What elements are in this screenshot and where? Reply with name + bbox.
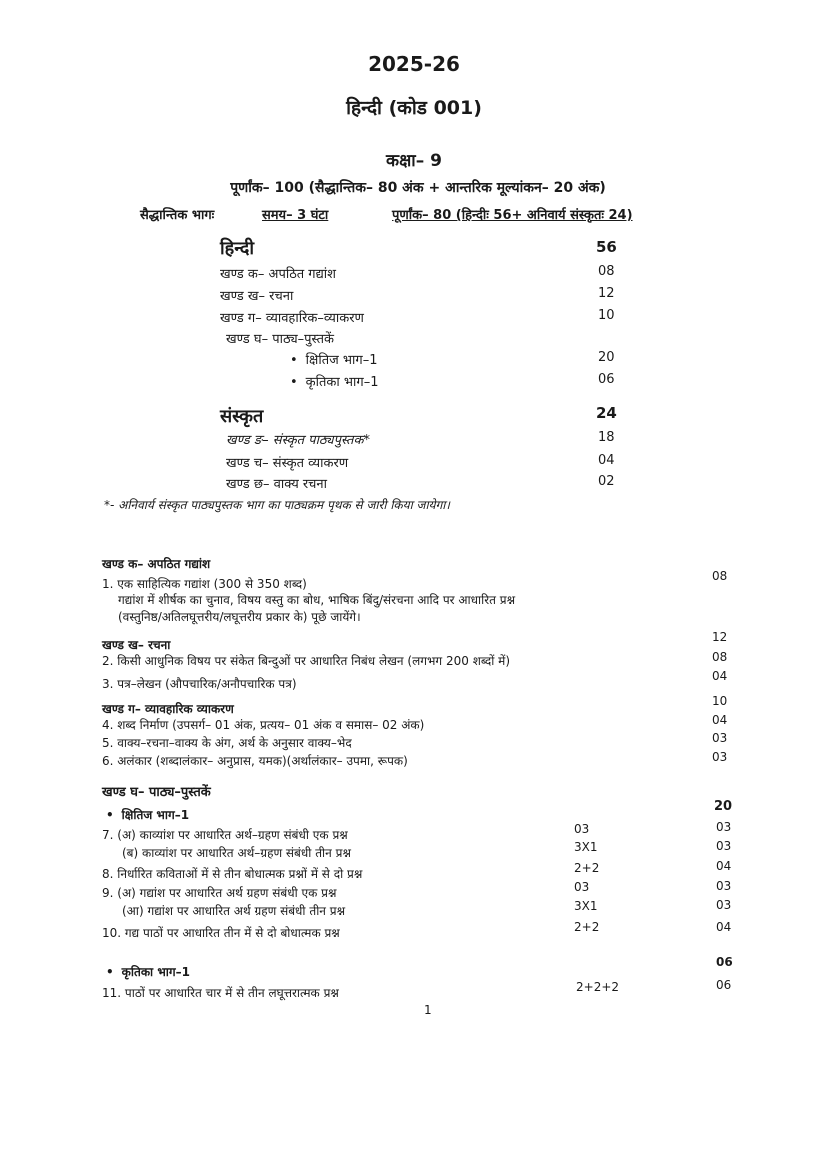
detail-item-marks: 03	[716, 820, 732, 834]
total-marks-line: पूर्णांक– 100 (सैद्धान्तिक– 80 अंक + आन्तरिक मूल्यांकन– 20 अंक)	[230, 180, 606, 196]
summary-row: खण्ड छ– वाक्य रचना	[226, 477, 328, 492]
section-a-title: खण्ड क– अपठित गद्यांश	[102, 557, 211, 571]
summary-row-marks: 18	[598, 430, 615, 445]
detail-item-marks: 03	[716, 898, 732, 912]
detail-item-marks: 03	[716, 839, 732, 853]
detail-item-desc: (वस्तुनिष्ठ/अतिलघूत्तरीय/लघूत्तरीय प्रकार के) पूछे जायेंगे।	[118, 610, 361, 624]
detail-item: 7. (अ) काव्यांश पर आधारित अर्थ–ग्रहण संबंधी एक प्रश्न	[102, 828, 348, 842]
kritika-heading	[106, 963, 190, 980]
section-b-title: खण्ड ख– रचना	[102, 638, 171, 652]
summary-book-marks: 06	[598, 372, 615, 387]
detail-item-marks: 08	[712, 650, 728, 664]
summary-row: खण्ड ख– रचना	[220, 289, 294, 304]
footnote: *- अनिवार्य संस्कृत पाठ्यपुस्तक भाग का पाठ्यक्रम पृथक से जारी किया जायेगा।	[104, 498, 450, 512]
detail-item: 2. किसी आधुनिक विषय पर संकेत बिन्दुओं पर आधारित निबंध लेखन (लगभग 200 शब्दों में)	[102, 654, 511, 668]
kshitij-title: क्षितिज भाग–1	[121, 808, 190, 822]
detail-item: (ब) काव्यांश पर आधारित अर्थ–ग्रहण संबंधी तीन प्रश्न	[122, 846, 351, 860]
summary-row: खण्ड क– अपठित गद्यांश	[220, 267, 337, 282]
section-b-marks: 12	[712, 630, 728, 644]
page-number: 1	[424, 1003, 432, 1017]
detail-item-split: 2+2+2	[576, 980, 620, 994]
summary-row-marks: 04	[598, 453, 615, 468]
summary-book-marks: 20	[598, 350, 615, 365]
detail-item: 10. गद्य पाठों पर आधारित तीन में से दो बोधात्मक प्रश्न	[102, 926, 340, 940]
section-a-marks: 08	[712, 569, 728, 583]
detail-item: 4. शब्द निर्माण (उपसर्ग– 01 अंक, प्रत्यय– 01 अंक व समास– 02 अंक)	[102, 718, 425, 732]
detail-item-marks: 04	[716, 859, 732, 873]
section-c-marks: 10	[712, 694, 728, 708]
detail-item: (आ) गद्यांश पर आधारित अर्थ ग्रहण संबंधी तीन प्रश्न	[122, 904, 346, 918]
summary-row-marks: 02	[598, 474, 615, 489]
detail-item: 1. एक साहित्यिक गद्यांश (300 से 350 शब्द)	[102, 577, 307, 591]
detail-item-split: 3X1	[574, 899, 598, 913]
detail-item-split: 3X1	[574, 840, 598, 854]
summary-row-marks: 12	[598, 286, 615, 301]
class-heading: कक्षा– 9	[386, 151, 442, 171]
kritika-total: 06	[716, 955, 733, 969]
detail-item: 6. अलंकार (शब्दालंकार– अनुप्रास, यमक)(अर्थालंकार– उपमा, रूपक)	[102, 754, 408, 768]
detail-item-marks: 03	[712, 750, 728, 764]
subject-heading: हिन्दी (कोड 001)	[346, 97, 482, 119]
detail-item-marks: 06	[716, 978, 732, 992]
summary-row-marks: 10	[598, 308, 615, 323]
detail-item: 8. निर्धारित कविताओं में से तीन बोधात्मक प्रश्नों में से दो प्रश्न	[102, 867, 363, 881]
detail-item: 11. पाठों पर आधारित चार में से तीन लघूत्तरात्मक प्रश्न	[102, 986, 339, 1000]
detail-item-split: 03	[574, 822, 590, 836]
sanskrit-total: 24	[596, 404, 617, 422]
summary-book-row	[290, 372, 379, 390]
theory-time: समय– 3 घंटा	[262, 208, 329, 223]
section-d-title: खण्ड घ– पाठ्य–पुस्तकें	[102, 785, 211, 800]
year-heading: 2025-26	[368, 52, 460, 76]
summary-row: खण्ड ङ– संस्कृत पाठ्यपुस्तक*	[226, 433, 370, 448]
summary-row-marks: 08	[598, 264, 615, 279]
summary-book-label: क्षितिज भाग–1	[305, 353, 378, 368]
summary-row: खण्ड घ– पाठ्य–पुस्तकें	[226, 332, 334, 347]
theory-marks: पूर्णांक– 80 (हिन्दीः 56+ अनिवार्य संस्कृतः 24)	[392, 208, 633, 223]
kshitij-heading	[106, 806, 189, 823]
detail-item-marks: 04	[712, 669, 728, 683]
kritika-title: कृतिका भाग–1	[121, 965, 190, 979]
kshitij-total: 20	[714, 799, 733, 814]
detail-item-marks: 04	[712, 713, 728, 727]
detail-item: 3. पत्र–लेखन (औपचारिक/अनौपचारिक पत्र)	[102, 677, 297, 691]
detail-item-desc: गद्यांश में शीर्षक का चुनाव, विषय वस्तु का बोध, भाषिक बिंदु/संरचना आदि पर आधारित प्रश्न	[118, 593, 516, 607]
detail-item-marks: 03	[712, 731, 728, 745]
hindi-total: 56	[596, 238, 617, 256]
summary-row: खण्ड च– संस्कृत व्याकरण	[226, 456, 349, 471]
theory-label: सैद्धान्तिक भागः	[140, 208, 215, 223]
detail-item-marks: 04	[716, 920, 732, 934]
detail-item: 5. वाक्य–रचना–वाक्य के अंग, अर्थ के अनुसार वाक्य–भेद	[102, 736, 352, 750]
hindi-title: हिन्दी	[220, 238, 255, 259]
detail-item: 9. (अ) गद्यांश पर आधारित अर्थ ग्रहण संबंधी एक प्रश्न	[102, 886, 337, 900]
summary-book-label: कृतिका भाग–1	[305, 375, 379, 390]
detail-item-split: 2+2	[574, 920, 600, 934]
sanskrit-title: संस्कृत	[220, 406, 264, 427]
detail-item-split: 2+2	[574, 861, 600, 875]
summary-row: खण्ड ग– व्यावहारिक–व्याकरण	[220, 311, 364, 326]
section-c-title: खण्ड ग– व्यावहारिक व्याकरण	[102, 702, 234, 716]
detail-item-marks: 03	[716, 879, 732, 893]
summary-book-row	[290, 350, 378, 368]
detail-item-split: 03	[574, 880, 590, 894]
